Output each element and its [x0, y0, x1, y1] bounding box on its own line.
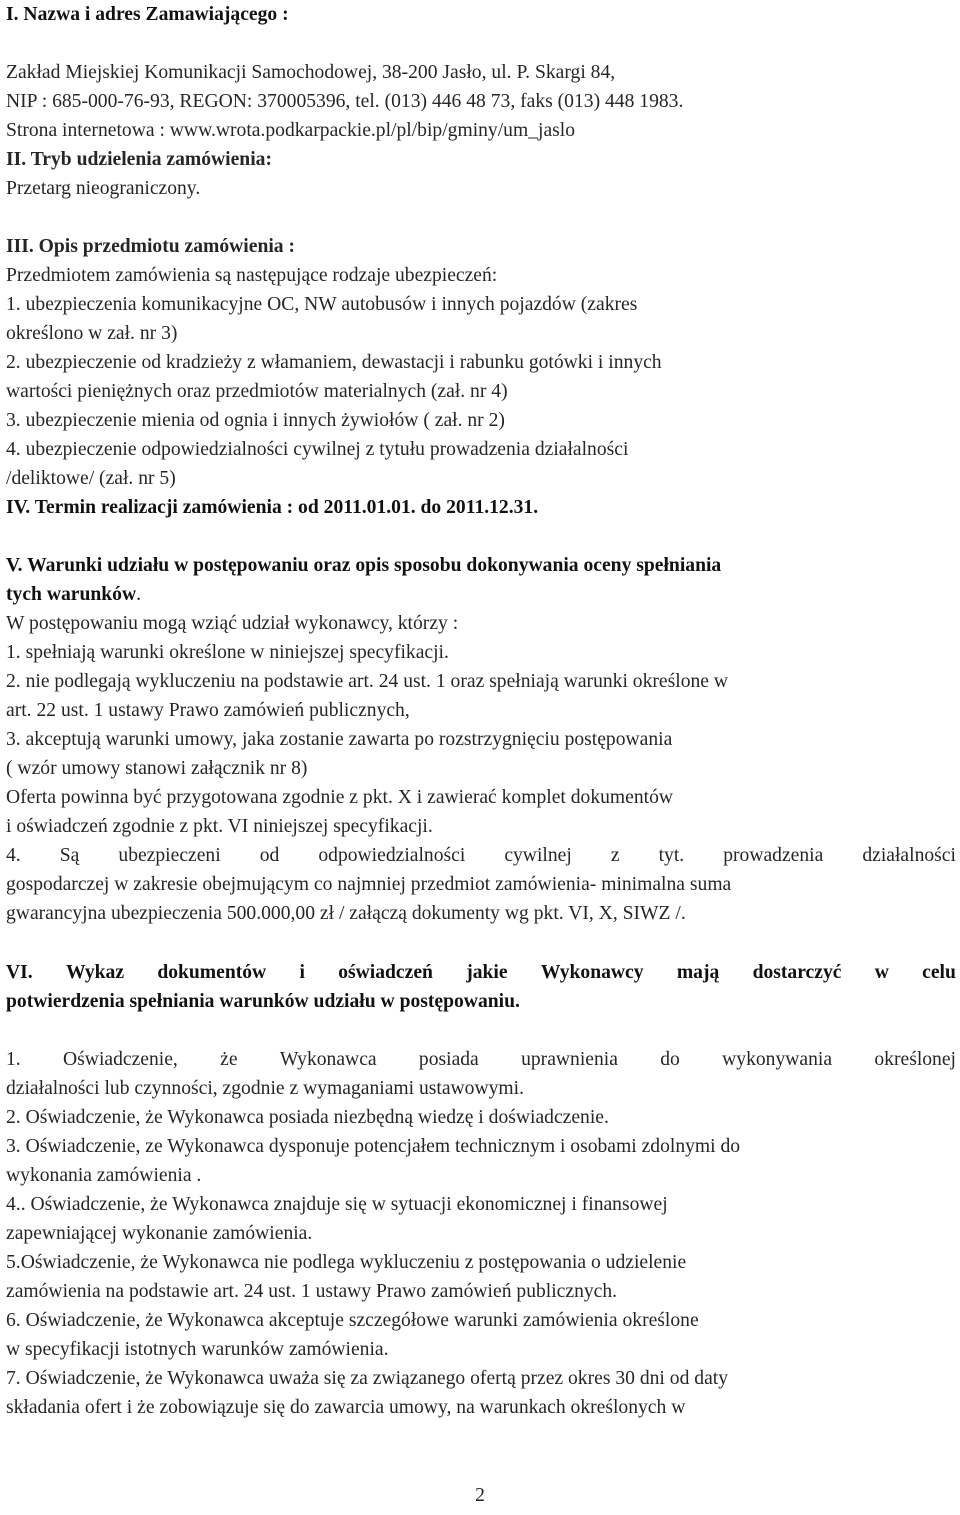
- section-3-line: 4. ubezpieczenie odpowiedzialności cywilnej z tytułu prowadzenia działalności: [6, 439, 629, 460]
- word: Wykonawcy: [540, 962, 644, 983]
- section-6-line: 3. Oświadczenie, ze Wykonawca dysponuje potencjałem technicznym i osobami zdolnymi do: [6, 1136, 741, 1157]
- section-3-line: wartości pieniężnych oraz przedmiotów materialnych (zał. nr 4): [6, 381, 508, 402]
- word: od: [259, 845, 280, 866]
- word: z: [610, 845, 620, 866]
- word: VI.: [6, 962, 33, 983]
- section-5-heading-cont: [6, 580, 141, 610]
- word: do: [660, 1049, 680, 1070]
- section-5-line: i oświadczeń zgodnie z pkt. VI niniejszej specyfikacji.: [6, 816, 433, 837]
- section-6-line: 5.Oświadczenie, że Wykonawca nie podlega wykluczeniu z postępowania o udzielenie: [6, 1252, 687, 1273]
- word: uprawnienia: [521, 1049, 618, 1070]
- section-5-line: 3. akceptują warunki umowy, jaka zostanie zawarta po rozstrzygnięciu postępowania: [6, 729, 673, 750]
- word: Wykaz: [65, 962, 125, 983]
- section-1-line: Zakład Miejskiej Komunikacji Samochodowej, 38-200 Jasło, ul. P. Skargi 84,: [6, 62, 616, 83]
- word: odpowiedzialności: [318, 845, 466, 866]
- section-5-line: 2. nie podlegają wykluczeniu na podstawie art. 24 ust. 1 oraz spełniają warunki określone w: [6, 671, 729, 692]
- section-6-line: wykonania zamówienia .: [6, 1165, 202, 1186]
- section-4-heading: IV. Termin realizacji zamówienia : od 2011.01.01. do 2011.12.31.: [6, 497, 539, 518]
- word: działalności: [862, 845, 956, 866]
- section-6-line: 4.. Oświadczenie, że Wykonawca znajduje się w sytuacji ekonomicznej i finansowej: [6, 1194, 668, 1215]
- section-6-line: 6. Oświadczenie, że Wykonawca akceptuje szczegółowe warunki zamówienia określone: [6, 1310, 699, 1331]
- section-5-line: W postępowaniu mogą wziąć udział wykonawcy, którzy :: [6, 613, 459, 634]
- word: mają: [676, 962, 720, 983]
- word: tyt.: [658, 845, 685, 866]
- section-6-item-1-line: [6, 1045, 956, 1075]
- word: prowadzenia: [723, 845, 824, 866]
- section-5-heading: V. Warunki udziału w postępowaniu oraz opis sposobu dokonywania oceny spełniania: [6, 555, 722, 576]
- section-3-line: /deliktowe/ (zał. nr 5): [6, 468, 176, 489]
- section-6-line: zapewniającej wykonanie zamówienia.: [6, 1223, 313, 1244]
- word: Wykonawca: [279, 1049, 377, 1070]
- section-3-intro: Przedmiotem zamówienia są następujące rodzaje ubezpieczeń:: [6, 265, 498, 286]
- word: Oświadczenie,: [63, 1049, 178, 1070]
- word: w: [874, 962, 889, 983]
- word: celu: [922, 962, 956, 983]
- section-5-item-4-line: gwarancyjna ubezpieczenia 500.000,00 zł / załączą dokumenty wg pkt. VI, X, SIWZ /.: [6, 903, 686, 924]
- section-5-item-4-line: gospodarczej w zakresie obejmującym co najmniej przedmiot zamówienia- minimalna suma: [6, 874, 732, 895]
- section-5-line: 1. spełniają warunki określone w niniejszej specyfikacji.: [6, 642, 449, 663]
- word: oświadczeń: [338, 962, 433, 983]
- section-3-line: 3. ubezpieczenie mienia od ognia i innych żywiołów ( zał. nr 2): [6, 410, 505, 431]
- section-6-line: działalności lub czynności, zgodnie z wymaganiami ustawowymi.: [6, 1078, 525, 1099]
- section-5-line: Oferta powinna być przygotowana zgodnie z pkt. X i zawierać komplet dokumentów: [6, 787, 674, 808]
- word: cywilnej: [504, 845, 572, 866]
- section-5-heading-dot: .: [136, 584, 142, 605]
- section-6-line: w specyfikacji istotnych warunków zamówienia.: [6, 1339, 389, 1360]
- section-2-text: Przetarg nieograniczony.: [6, 178, 201, 199]
- word: dostarczyć: [752, 962, 842, 983]
- word: Są: [59, 845, 80, 866]
- word: posiada: [418, 1049, 479, 1070]
- section-5-line: art. 22 ust. 1 ustawy Prawo zamówień publicznych,: [6, 700, 410, 721]
- section-3-line: określono w zał. nr 3): [6, 323, 178, 344]
- section-5-heading-end: tych warunków: [6, 584, 137, 605]
- section-1-heading: I. Nazwa i adres Zamawiającego :: [6, 4, 289, 25]
- page-number: 2: [475, 1485, 485, 1506]
- section-3-line: 1. ubezpieczenia komunikacyjne OC, NW autobusów i innych pojazdów (zakres: [6, 294, 638, 315]
- word: ubezpieczeni: [118, 845, 221, 866]
- word: i: [299, 962, 305, 983]
- section-2-heading: II. Tryb udzielenia zamówienia:: [6, 149, 272, 170]
- section-6-heading: [6, 958, 956, 988]
- word: określonej: [874, 1049, 956, 1070]
- section-1-line: Strona internetowa : www.wrota.podkarpackie.pl/pl/bip/gminy/um_jaslo: [6, 120, 576, 141]
- section-6-line: 2. Oświadczenie, że Wykonawca posiada niezbędną wiedzę i doświadczenie.: [6, 1107, 609, 1128]
- section-6-line: zamówienia na podstawie art. 24 ust. 1 ustawy Prawo zamówień publicznych.: [6, 1281, 618, 1302]
- section-1-line: NIP : 685-000-76-93, REGON: 370005396, tel. (013) 446 48 73, faks (013) 448 1983.: [6, 91, 684, 112]
- section-3-heading: III. Opis przedmiotu zamówienia :: [6, 236, 296, 257]
- word: 4.: [6, 845, 21, 866]
- word: jakie: [466, 962, 508, 983]
- section-5-line: ( wzór umowy stanowi załącznik nr 8): [6, 758, 308, 779]
- section-6-heading-cont: potwierdzenia spełniania warunków udziału w postępowaniu.: [6, 991, 520, 1012]
- word: wykonywania: [722, 1049, 833, 1070]
- section-6-line: składania ofert i że zobowiązuje się do zawarcia umowy, na warunkach określonych w: [6, 1397, 686, 1418]
- section-5-item-4-line: [6, 841, 956, 871]
- word: że: [220, 1049, 238, 1070]
- word: dokumentów: [157, 962, 267, 983]
- word: 1.: [6, 1049, 21, 1070]
- section-3-line: 2. ubezpieczenie od kradzieży z włamaniem, dewastacji i rabunku gotówki i innych: [6, 352, 662, 373]
- section-6-line: 7. Oświadczenie, że Wykonawca uważa się za związanego ofertą przez okres 30 dni od daty: [6, 1368, 729, 1389]
